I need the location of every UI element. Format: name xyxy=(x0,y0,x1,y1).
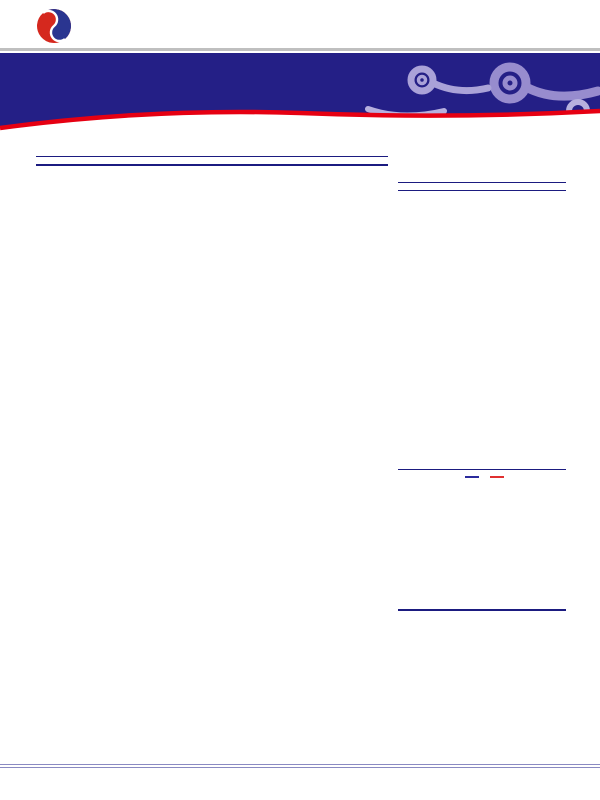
sidebar xyxy=(398,140,566,235)
header-divider xyxy=(0,48,600,51)
main-column xyxy=(36,138,388,173)
core-portfolio-table xyxy=(36,164,388,166)
footer-divider xyxy=(0,764,600,768)
chart-divider xyxy=(398,609,566,611)
chart-title xyxy=(398,466,566,470)
core-view-heading xyxy=(36,152,388,157)
relative-performance-chart xyxy=(398,478,566,600)
analyst-phone-row xyxy=(398,199,566,209)
report-banner xyxy=(0,53,600,132)
red-curve-decoration xyxy=(0,106,600,132)
analyst-heading xyxy=(398,183,566,190)
performance-chart-block xyxy=(398,466,566,617)
sidebar-divider xyxy=(398,190,566,191)
galaxy-logo-icon xyxy=(34,6,74,46)
report-header xyxy=(34,6,92,46)
analyst-email-row xyxy=(398,217,566,227)
